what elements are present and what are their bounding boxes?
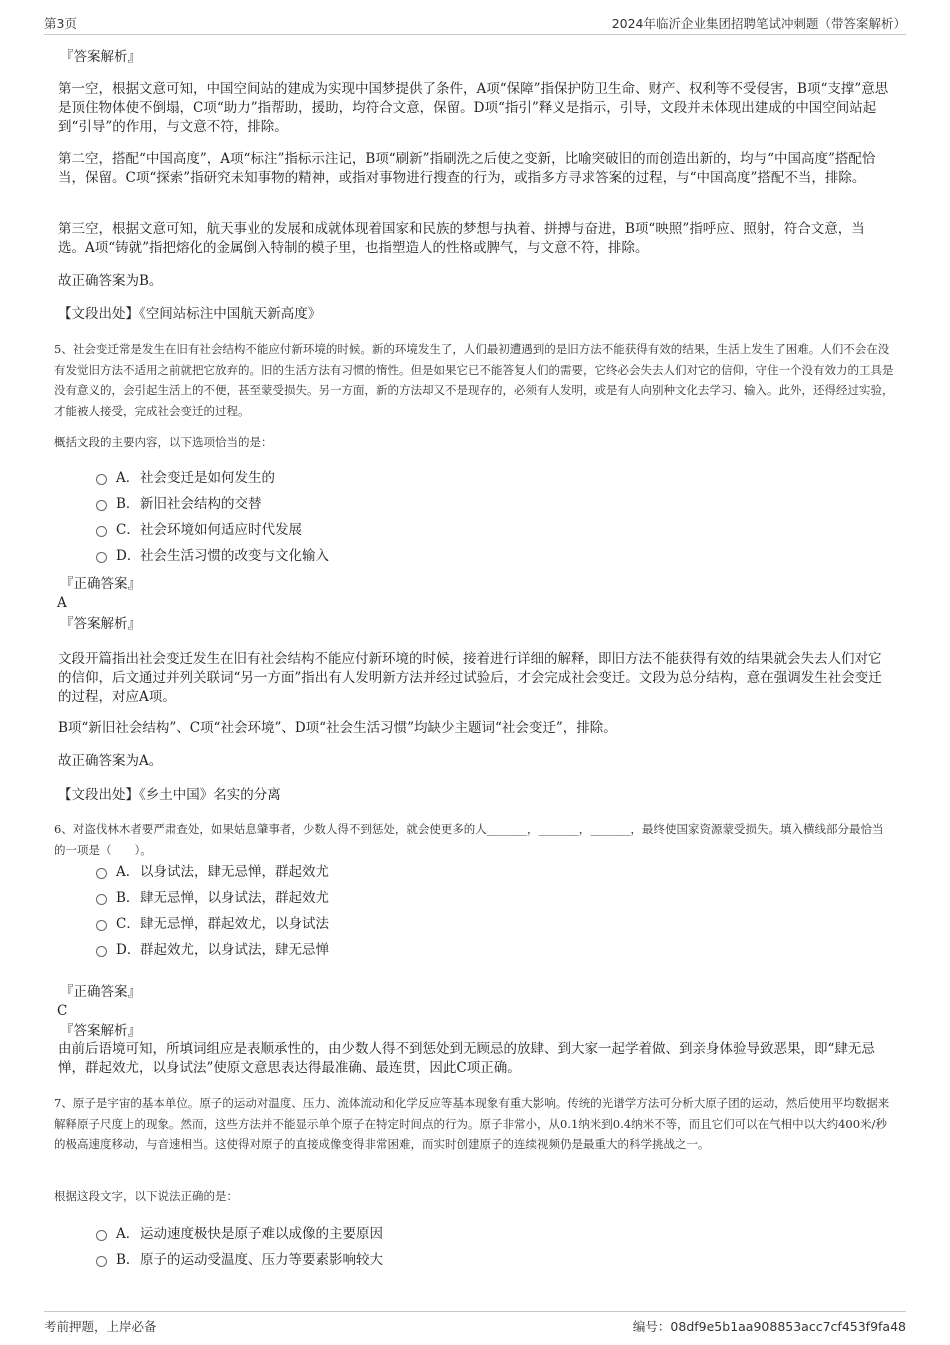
option-key: C． [116,522,140,538]
option-key: D． [116,942,141,958]
q5-question: 概括文段的主要内容，以下选项恰当的是： [54,435,273,449]
option-key: D． [116,548,141,564]
option-key: A． [116,470,140,486]
q5-analysis-label: 『答案解析』 [60,616,141,632]
radio-icon[interactable] [96,920,107,931]
option-key: A． [116,1226,140,1242]
option-text: 原子的运动受温度、压力等要素影响较大 [140,1252,383,1268]
option-text: 肆无忌惮，以身试法，群起效尤 [140,890,329,906]
q6-option-a[interactable] [96,862,329,882]
q4-analysis-para1: 第一空，根据文意可知，中国空间站的建成为实现中国梦提供了条件，A项“保障”指保护防卫生命、财产、权利等不受侵害，B项“支撑”意思是顶住物体使不倒塌，C项“助力”指帮助，援助，均符合文意，保留。D项“指引”释义是指示，引导，文段并未体现出建成的中国空间站起到“引导”的作用，与文意不符，排除。 [58,81,889,135]
q6-analysis: 由前后语境可知，所填词组应是表顺承性的，由少数人得不到惩处到无顾忌的放肆、到大家一起学着做、到亲身体验导致恶果，即“肆无忌惮，群起效尤，以身试法”使原文意思表达得最准确、最连贯，因此C项正确。 [58,1041,875,1076]
radio-icon[interactable] [96,868,107,879]
radio-icon[interactable] [96,946,107,957]
document-title: 2024年临沂企业集团招聘笔试冲刺题（带答案解析） [611,16,906,31]
q5-analysis-para1: 文段开篇指出社会变迁发生在旧有社会结构不能应付新环境的时候，接着进行详细的解释，即旧方法不能获得有效的结果就会失去人们对它的信仰，后文通过并列关联词“另一方面”指出有人发明新方法并经过试验后，才会完成社会变迁。文段为总分结构，意在强调发生社会变迁的过程，对应A项。 [58,651,882,705]
q5-option-d[interactable] [96,546,329,566]
q7-stem: 7、原子是宇宙的基本单位。原子的运动对温度、压力、流体流动和化学反应等基本现象有重大影响。传统的光谱学方法可分析大原子团的运动，然后使用平均数据来解释原子尺度上的现象。然而，这些方法并不能显示单个原子在特定时间点的行为。原子非常小，从0.1纳米到0.4纳米不等，而且它们可以在气相中以大约400米/秒的极高速度移动，与音速相当。这使得对原子的直接成像变得非常困难，而实时创建原子的连续视频仍是最重大的科学挑战之一。 [54,1096,890,1151]
radio-icon[interactable] [96,526,107,537]
radio-icon[interactable] [96,894,107,905]
radio-icon[interactable] [96,1256,107,1267]
option-key: B． [116,496,140,512]
q6-answer-label: 『正确答案』 [60,984,141,1000]
option-text: 社会生活习惯的改变与文化输入 [140,548,329,564]
q5-answer-label: 『正确答案』 [60,576,141,592]
q6-analysis-label: 『答案解析』 [60,1023,141,1039]
q6-option-c[interactable] [96,914,329,934]
q6-stem: 6、对盗伐林木者要严肃查处，如果姑息肇事者，少数人得不到惩处，就会使更多的人_______，_______，_______，最终使国家资源蒙受损失。填入横线部分最恰当的一项是（ ）。 [54,822,884,857]
q5-stem: 5、社会变迁常是发生在旧有社会结构不能应付新环境的时候。新的环境发生了，人们最初遭遇到的是旧方法不能获得有效的结果，生活上发生了困难。人们不会在没有发觉旧方法不适用之前就把它放弃的。旧的生活方法有习惯的惰性。但是如果它已不能答复人们的需要，它终必会失去人们对它的信仰，守住一个没有效力的工具是没有意义的，会引起生活上的不便，甚至蒙受损失。另一方面，新的方法却又不是现存的，必须有人发明，或是有人向别种文化去学习、输入。此外，还得经过实验，才能被人接受，完成社会变迁的过程。 [54,342,894,418]
q7-option-a[interactable] [96,1224,383,1244]
q5-analysis-para2: B项“新旧社会结构”、C项“社会环境”、D项“社会生活习惯”均缺少主题词“社会变迁”，排除。 [58,720,617,736]
option-text: 社会环境如何适应时代发展 [140,522,302,538]
radio-icon[interactable] [96,474,107,485]
footer-slogan: 考前押题，上岸必备 [44,1319,157,1334]
q7-question: 根据这段文字，以下说法正确的是： [54,1189,238,1203]
q5-conclusion: 故正确答案为A。 [58,753,163,769]
q6-option-d[interactable] [96,940,329,960]
page-footer [44,1311,906,1336]
page-number: 第3页 [44,16,77,31]
option-key: C． [116,916,140,932]
option-text: 肆无忌惮，群起效尤，以身试法 [140,916,329,932]
option-text: 群起效尤，以身试法，肆无忌惮 [140,942,329,958]
q5-option-b[interactable] [96,494,262,514]
radio-icon[interactable] [96,500,107,511]
option-text: 运动速度极快是原子难以成像的主要原因 [140,1226,383,1242]
q4-conclusion: 故正确答案为B。 [58,273,163,289]
q5-answer: A [57,595,67,611]
document-code: 编号：08df9e5b1aa908853acc7cf453f9fa48 [632,1319,906,1334]
q4-analysis-para3: 第三空，根据文意可知，航天事业的发展和成就体现着国家和民族的梦想与执着、拼搏与奋进，B项“映照”指呼应、照射，符合文意，当选。A项“铸就”指把熔化的金属倒入特制的模子里，也指塑造人的性格或脾气，与文意不符，排除。 [58,221,865,256]
radio-icon[interactable] [96,552,107,563]
option-text: 新旧社会结构的交替 [140,496,262,512]
radio-icon[interactable] [96,1230,107,1241]
q5-option-c[interactable] [96,520,302,540]
option-text: 以身试法，肆无忌惮，群起效尤 [140,864,329,880]
q4-analysis-label: 『答案解析』 [60,49,141,65]
q4-analysis-para2: 第二空，搭配“中国高度”，A项“标注”指标示注记，B项“刷新”指刷洗之后使之变新，比喻突破旧的而创造出新的，均与“中国高度”搭配恰当，保留。C项“探索”指研究未知事物的精神，或指对事物进行搜查的行为，或指多方寻求答案的过程，与“中国高度”搭配不当，排除。 [58,151,876,186]
page-header [44,14,906,35]
q6-answer: C [57,1003,68,1019]
q5-source: 【文段出处】《乡土中国》名实的分离 [58,787,281,803]
q5-option-a[interactable] [96,468,275,488]
q7-option-b[interactable] [96,1250,383,1270]
q4-source: 【文段出处】《空间站标注中国航天新高度》 [58,306,322,322]
option-key: B． [116,890,140,906]
q6-option-b[interactable] [96,888,329,908]
option-key: A． [116,864,140,880]
option-text: 社会变迁是如何发生的 [140,470,275,486]
option-key: B． [116,1252,140,1268]
